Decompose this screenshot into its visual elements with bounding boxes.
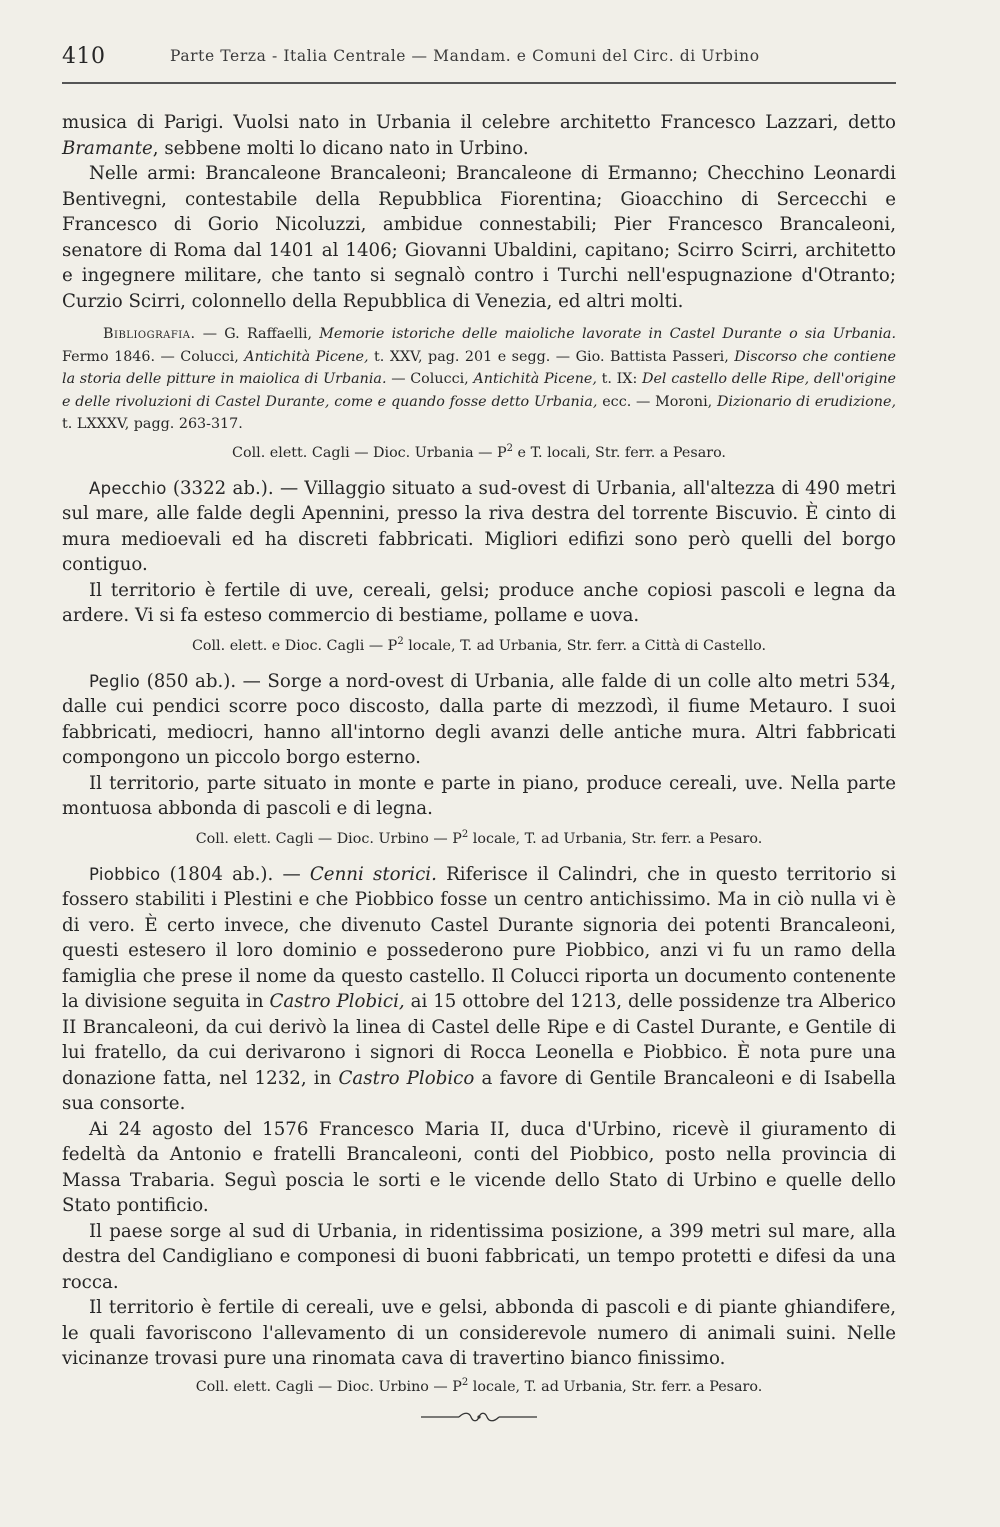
body-text [62, 110, 896, 1398]
piobbico-paragraph-3: Il paese sorge al sud di Urbania, in ridentissima posizione, a 399 metri sul mare, alla destra del Candigliano e componesi di buoni fabbricati, un tempo protetti e difesi da una rocca. [62, 1220, 896, 1293]
collegio-apecchio: Coll. elett. e Dioc. Cagli — $P^2$ locale, T. ad Urbania, Str. ferr. a Città di Castello. [191, 635, 767, 654]
collegio-peglio: Coll. elett. Cagli — Dioc. Urbino — $P^2$ locale, T. ad Urbania, Str. ferr. a Pesaro. [195, 828, 763, 847]
entry-name-piobbico: Piobbico [89, 864, 161, 884]
running-title: Parte Terza - Italia Centrale — Mandam. e Comuni del Circ. di Urbino [170, 47, 760, 65]
piobbico-paragraph-4: Il territorio è fertile di cereali, uve e gelsi, abbonda di pascoli e di piante ghiandifere, le quali favoriscono l'allevamento di un considerevole numero di animali suini. Nelle vicinanze trovasi pure una rinomata cava di travertino bianco finissimo. [62, 1297, 896, 1369]
peglio-entry: Peglio (850 ab.). — Sorge a nord-ovest di Urbania, alle falde di un colle alto metri 534, dalle cui pendici scorre poco discosto, dalla parte di mezzodì, il fiume Metauro. I suoi fabbricati, mediocri, hanno all'intorno degli avanzi delle antiche mura. Altri fabbricati compongono un piccolo borgo esterno. [62, 670, 896, 768]
apecchio-entry: Apecchio (3322 ab.). — Villaggio situato a sud-ovest di Urbania, all'altezza di 490 metri sul mare, alle falde degli Apennini, presso la riva destra del torrente Biscuvio. È cinto di mura medioevali ed ha discreti fabbricati. Migliori edifizi sono però quelli del borgo contiguo. [62, 477, 896, 575]
entry-name-peglio: Peglio [89, 671, 141, 691]
bibliography-label: Bibliografia. [103, 326, 196, 342]
page-number: 410 [62, 44, 106, 69]
page-header [62, 38, 896, 76]
piobbico-entry: Piobbico (1804 ab.). — Cenni storici. Riferisce il Calindri, che in questo territorio si fossero stabiliti i Plestini e che Piobbico fosse un centro antichissimo. Ma in ciò nulla vi è di vero. È certo invece, che divenuto Castel Durante signoria dei potenti Brancaleoni, questi estesero il loro dominio e possederono pure Piobbico, anzi vi fu un ramo della famiglia che prese il nome da questo castello. Il Colucci riporta un documento contenente la divisione seguita in Castro Plobici, ai 15 ottobre del 1213, delle possidenze tra Alberico II Brancaleoni, da cui derivò la linea di Castel delle Ripe e di Castel Durante, e Gentile di lui fratello, da cui derivarono i signori di Rocca Leonella e Piobbico. È nota pure una donazione fatta, nel 1232, in Castro Plobico a favore di Gentile Brancaleoni e di Isabella sua consorte. [62, 863, 897, 1114]
piobbico-paragraph-2: Ai 24 agosto del 1576 Francesco Maria II, duca d'Urbino, ricevè il giuramento di fedeltà da Antonio e fratelli Brancaleoni, conti del Piobbico, posto nella provincia di Massa Trabaria. Seguì poscia le sorti e le vicende dello Stato di Urbino e quelle dello Stato pontificio. [62, 1118, 896, 1216]
apecchio-paragraph-2: Il territorio è fertile di uve, cereali, gelsi; produce anche copiosi pascoli e legna da ardere. Vi si fa esteso commercio di bestiame, pollame e uova. [62, 579, 896, 626]
collegio-piobbico: Coll. elett. Cagli — Dioc. Urbino — $P^2$ locale, T. ad Urbania, Str. ferr. a Pesaro. [195, 1376, 763, 1395]
intro-paragraph-2: Nelle armi: Brancaleone Brancaleoni; Brancaleone di Ermanno; Checchino Leonardi Bentivegni, contestabile della Repubblica Fiorentina; Gioacchino di Sercecchi e Francesco di Gorio Nicoluzzi, ambidue connestabili; Pier Francesco Brancaleoni, senatore di Roma dal 1401 al 1406; Giovanni Ubaldini, capitano; Scirro Scirri, architetto e ingegnere militare, che tanto si segnalò contro i Turchi nell'espugnazione d'Otranto; Curzio Scirri, colonnello della Repubblica di Venezia, ed altri molti. [62, 163, 896, 312]
collegio-urbania: Coll. elett. Cagli — Dioc. Urbania — $P^2$ e T. locali, Str. ferr. a Pesaro. [232, 442, 726, 461]
entry-name-apecchio: Apecchio [89, 478, 167, 498]
header-rule [62, 82, 896, 84]
intro-paragraph-1: musica di Parigi. Vuolsi nato in Urbania il celebre architetto Francesco Lazzari, detto Bramante, sebbene molti lo dicano nato in Urbino. [62, 112, 896, 159]
page [62, 38, 896, 1498]
scroll-flourish-icon [419, 1412, 539, 1422]
bibliography: Bibliografia. — G. Raffaelli, Memorie istoriche delle maioliche lavorate in Castel Durante o sia Urbania. Fermo 1846. — Colucci, Antichità Picene, t. XXV, pag. 201 e segg. — Gio. Battista Passeri, Discorso che contiene la storia delle pitture in maiolica di Urbania. — Colucci, Antichità Picene, t. IX: Del castello delle Ripe, dell'origine e delle rivoluzioni di Castel Durante, come e quando fosse detto Urbania, ecc. — Moroni, Dizionario di erudizione, t. LXXXV, pagg. 263-317. [62, 326, 897, 432]
peglio-paragraph-2: Il territorio, parte situato in monte e parte in piano, produce cereali, uve. Nella parte montuosa abbonda di pascoli e di legna. [62, 772, 896, 819]
